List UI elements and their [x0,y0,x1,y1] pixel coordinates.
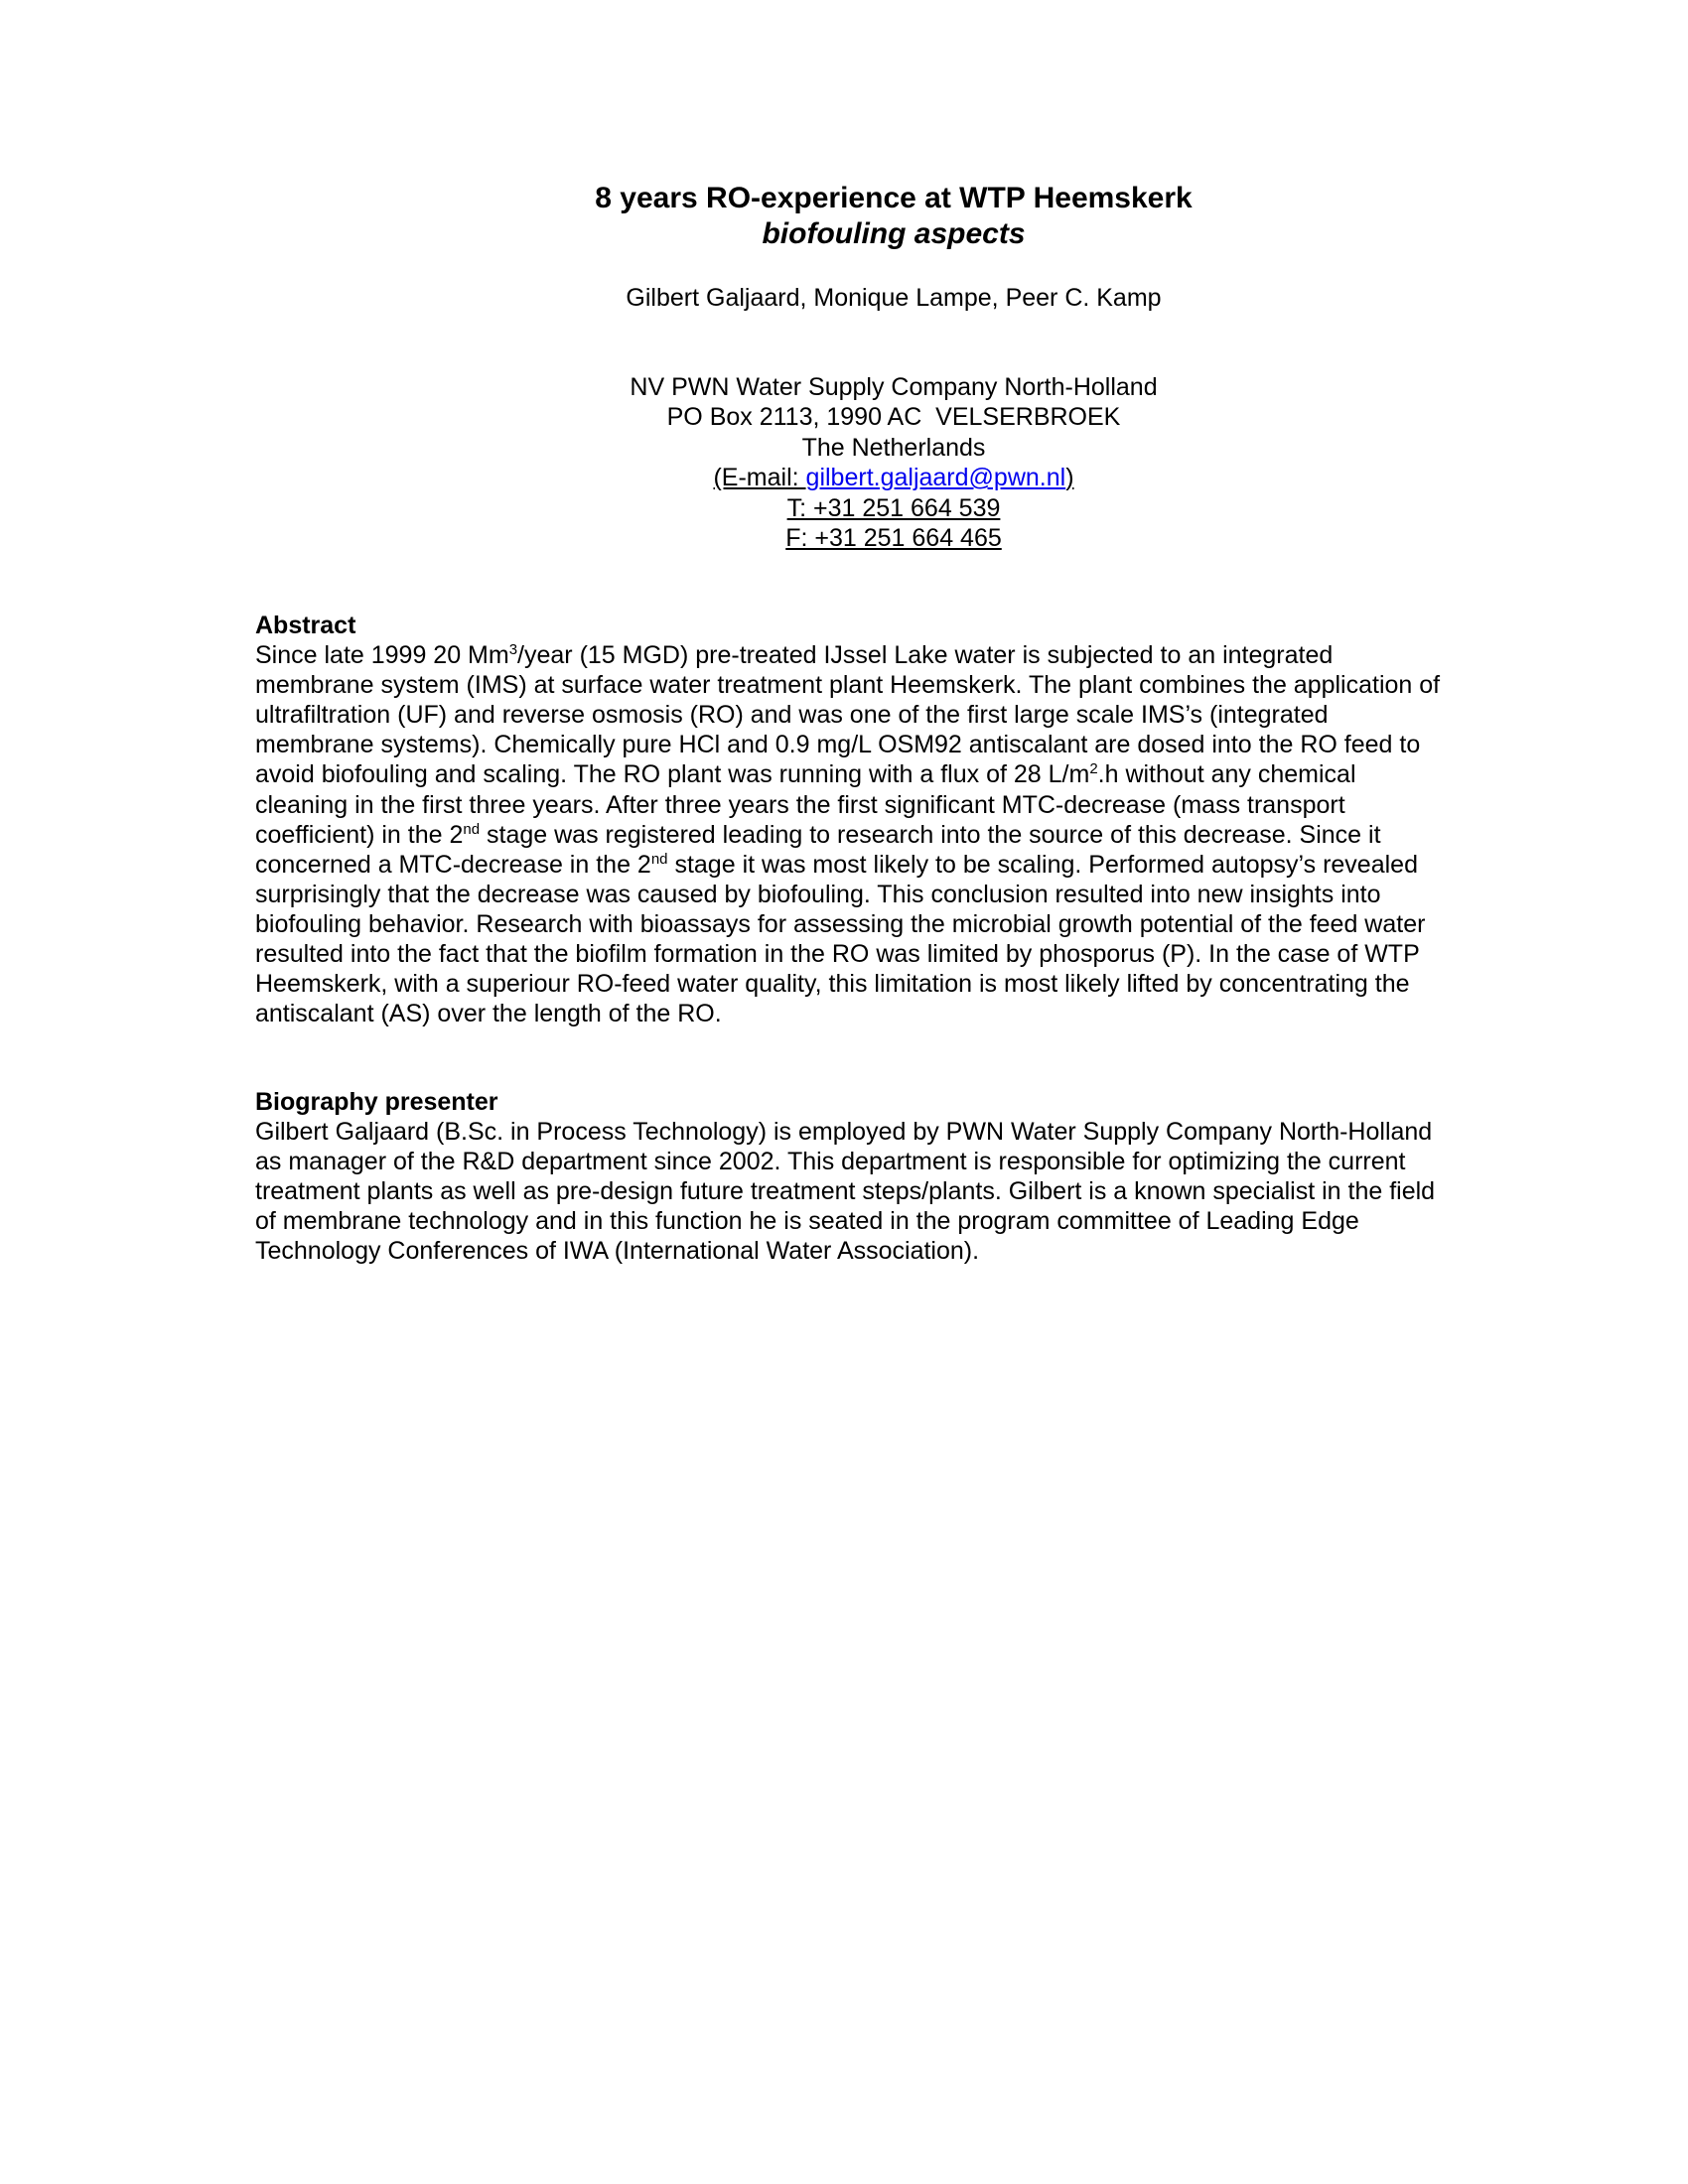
abstract-section [255,611,1447,1028]
email-link[interactable]: gilbert.galjaard@pwn.nl [805,464,1066,492]
abstract-text [255,640,1447,1028]
country: The Netherlands [801,433,986,462]
abstract-text-part: /year (15 MGD) pre-treated IJssel Lake water is subjected to an integrated membrane system (IMS) at surface water treatment plant Heemskerk. The plant combines the application of ultrafiltration (UF) and reverse osmosis (RO) and was one of the first large scale IMS’s (integrated membrane systems). Chemically pure HCl and 0.9 mg/L OSM92 antiscalant are dosed into the RO feed to avoid biofouling and scaling. The RO plant was running with a flux of 28 L/m [255,641,1441,789]
abstract-text-part: stage it was most likely to be scaling. Performed autopsy’s revealed surprisingly that the decrease was caused by biofouling. This conclusion resulted into new insights into biofouling behavior. Research with bioassays for assessing the microbial growth potential of the feed water resulted into the fact that the biofilm formation in the RO was limited by phosporus (P). In the case of WTP Heemskerk, with a superiour RO-feed water quality, this limitation is most likely lifted by concentrating the antiscalant (AS) over the length of the RO. [255,850,1426,1028]
postal-address: PO Box 2113, 1990 AC VELSERBROEK [666,403,1121,432]
company-name: NV PWN Water Supply Company North-Holland [630,373,1158,401]
email-prefix: (E-mail: [713,464,806,492]
affiliation-block [0,372,1688,553]
abstract-text-part: stage was registered leading to research into the source of this decrease. Since it concerned a MTC-decrease in the 2 [255,820,1381,879]
abstract-heading: Abstract [255,612,356,639]
biography-heading: Biography presenter [255,1088,498,1116]
page-title: 8 years RO-experience at WTP Heemskerk [595,182,1193,214]
biography-section [255,1087,1447,1267]
author-list: Gilbert Galjaard, Monique Lampe, Peer C. Kamp [626,284,1162,312]
page-subtitle: biofouling aspects [762,217,1026,250]
email-line [0,463,1688,492]
superscript: 2 [1089,760,1098,778]
superscript: nd [463,820,481,838]
email-suffix: ) [1065,464,1074,492]
superscript: 3 [508,641,518,659]
abstract-text-part: .h without any chemical cleaning in the first three years. After three years the first significant MTC-decrease (mass transport coefficient) in the 2 [255,760,1356,849]
biography-text: Gilbert Galjaard (B.Sc. in Process Technology) is employed by PWN Water Supply Company North-Holland as manager of the R&D department since 2002. This department is responsible for optimizing the current treatment plants as well as pre-design future treatment steps/plants. Gilbert is a known specialist in the field of membrane technology and in this function he is seated in the program committee of Leading Edge Technology Conferences of IWA (International Water Association). [255,1118,1436,1266]
phone-number: T: +31 251 664 539 [786,493,1001,522]
superscript: nd [650,850,668,868]
abstract-text-part: Since late 1999 20 Mm [255,641,509,670]
fax-number: F: +31 251 664 465 [785,524,1002,553]
